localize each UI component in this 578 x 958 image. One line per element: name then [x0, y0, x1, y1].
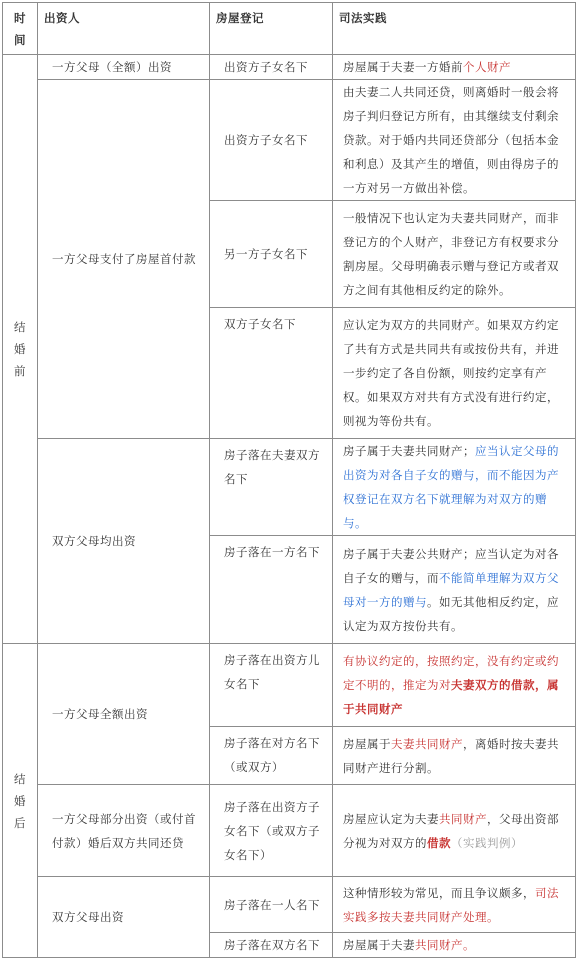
- practice-text: 房屋属于: [343, 736, 391, 751]
- investor-cell: 一方父母全额出资: [38, 644, 210, 785]
- practice-note: （实践判例）: [451, 835, 523, 850]
- practice-cell: [333, 644, 576, 727]
- registration-cell: 房子落在夫妻双方名下: [210, 439, 333, 536]
- table-row: [3, 80, 576, 201]
- practice-highlight: 夫妻双方的借款，属于共同财产: [343, 678, 559, 716]
- header-registration: 房屋登记: [210, 3, 333, 55]
- practice-highlight: 夫妻共同财产: [391, 736, 463, 751]
- practice-cell: [333, 933, 576, 958]
- practice-highlight: 共同财产。: [415, 938, 475, 952]
- practice-cell: [333, 55, 576, 80]
- practice-text: 房屋应认定为夫妻: [343, 811, 439, 826]
- registration-cell: 房子落在对方名下（或双方）: [210, 727, 333, 785]
- table-row: [3, 644, 576, 727]
- practice-cell: [333, 439, 576, 536]
- practice-text: 房屋属于夫妻: [343, 938, 415, 952]
- practice-text: 。如无其他相反约定，应认定为双方按份共有。: [343, 594, 559, 633]
- header-row: [3, 3, 576, 55]
- practice-highlight: 借款: [427, 835, 451, 850]
- registration-cell: 双方子女名下: [210, 308, 333, 439]
- practice-text: 房子属于夫妻共同财产；: [343, 444, 475, 458]
- practice-cell: 由夫妻二人共同还贷，则离婚时一般会将房子判归登记方所有，由其继续支付剩余贷款。对于婚内共同还贷部分（包括本金和利息）及其产生的增值，则由得房子的一方对另一方做出补偿。: [333, 80, 576, 201]
- practice-highlight: 应当认定父母的出资为对各自子女的赠与，而不能因为产权登记在双方名下就理解为对双方的赠与。: [343, 444, 559, 530]
- investor-cell: 一方父母支付了房屋首付款: [38, 80, 210, 439]
- investor-cell: 双方父母出资: [38, 877, 210, 958]
- registration-cell: 房子落在一方名下: [210, 536, 333, 644]
- registration-cell: 房子落在双方名下: [210, 933, 333, 958]
- practice-highlight: 司法实践多按夫妻共同财产处理。: [343, 885, 559, 924]
- practice-highlight: 共同财产: [439, 811, 487, 826]
- practice-text: 有协议约定的，按照约定，没有约定或约定不明的，推定为对: [343, 654, 559, 692]
- practice-highlight: 个人财产: [463, 60, 511, 74]
- investor-cell: 一方父母（全额）出资: [38, 55, 210, 80]
- table-row: [3, 55, 576, 80]
- investor-cell: 双方父母均出资: [38, 439, 210, 644]
- practice-text: ，父母出资部分视为对双方的: [343, 811, 559, 850]
- header-practice: 司法实践: [333, 3, 576, 55]
- practice-cell: 一般情况下也认定为夫妻共同财产，而非登记方的个人财产，非登记方有权要求分割房屋。父母明确表示赠与登记方或者双方之间有其他相反约定的除外。: [333, 201, 576, 308]
- practice-highlight: 不能简单理解为双方父母对一方的赠与: [343, 570, 559, 609]
- period-before: 结 婚 前: [3, 55, 38, 644]
- registration-cell: 房子落在出资方儿女名下: [210, 644, 333, 727]
- practice-cell: [333, 877, 576, 933]
- registration-cell: 房子落在一人名下: [210, 877, 333, 933]
- practice-cell: [333, 785, 576, 877]
- practice-cell: [333, 727, 576, 785]
- registration-cell: 出资方子女名下: [210, 80, 333, 201]
- property-table: [2, 2, 576, 958]
- table-row: [3, 785, 576, 877]
- registration-cell: 房子落在出资方子女名下（或双方子女名下）: [210, 785, 333, 877]
- header-time: 时 间: [3, 3, 38, 55]
- practice-cell: 应认定为双方的共同财产。如果双方约定了共有方式是共同共有或按份共有，并进一步约定了各自份额，则按约定享有产权。如果双方对共有方式没有进行约定，则视为等份共有。: [333, 308, 576, 439]
- practice-cell: [333, 536, 576, 644]
- practice-text: 这种情形较为常见，而且争议颇多，: [343, 885, 535, 900]
- table-row: [3, 877, 576, 933]
- registration-cell: 出资方子女名下: [210, 55, 333, 80]
- practice-text: ，离婚时按夫妻共同财产进行分割。: [343, 736, 559, 775]
- header-investor: 出资人: [38, 3, 210, 55]
- table-row: [3, 439, 576, 536]
- registration-cell: 另一方子女名下: [210, 201, 333, 308]
- investor-cell: 一方父母部分出资（或付首付款）婚后双方共同还贷: [38, 785, 210, 877]
- practice-text: 房屋属于夫妻一方婚前: [343, 60, 463, 74]
- practice-text: 房子属于夫妻公共财产；应当认定为对各自子女的赠与，而: [343, 546, 559, 585]
- period-after: 结 婚 后: [3, 644, 38, 958]
